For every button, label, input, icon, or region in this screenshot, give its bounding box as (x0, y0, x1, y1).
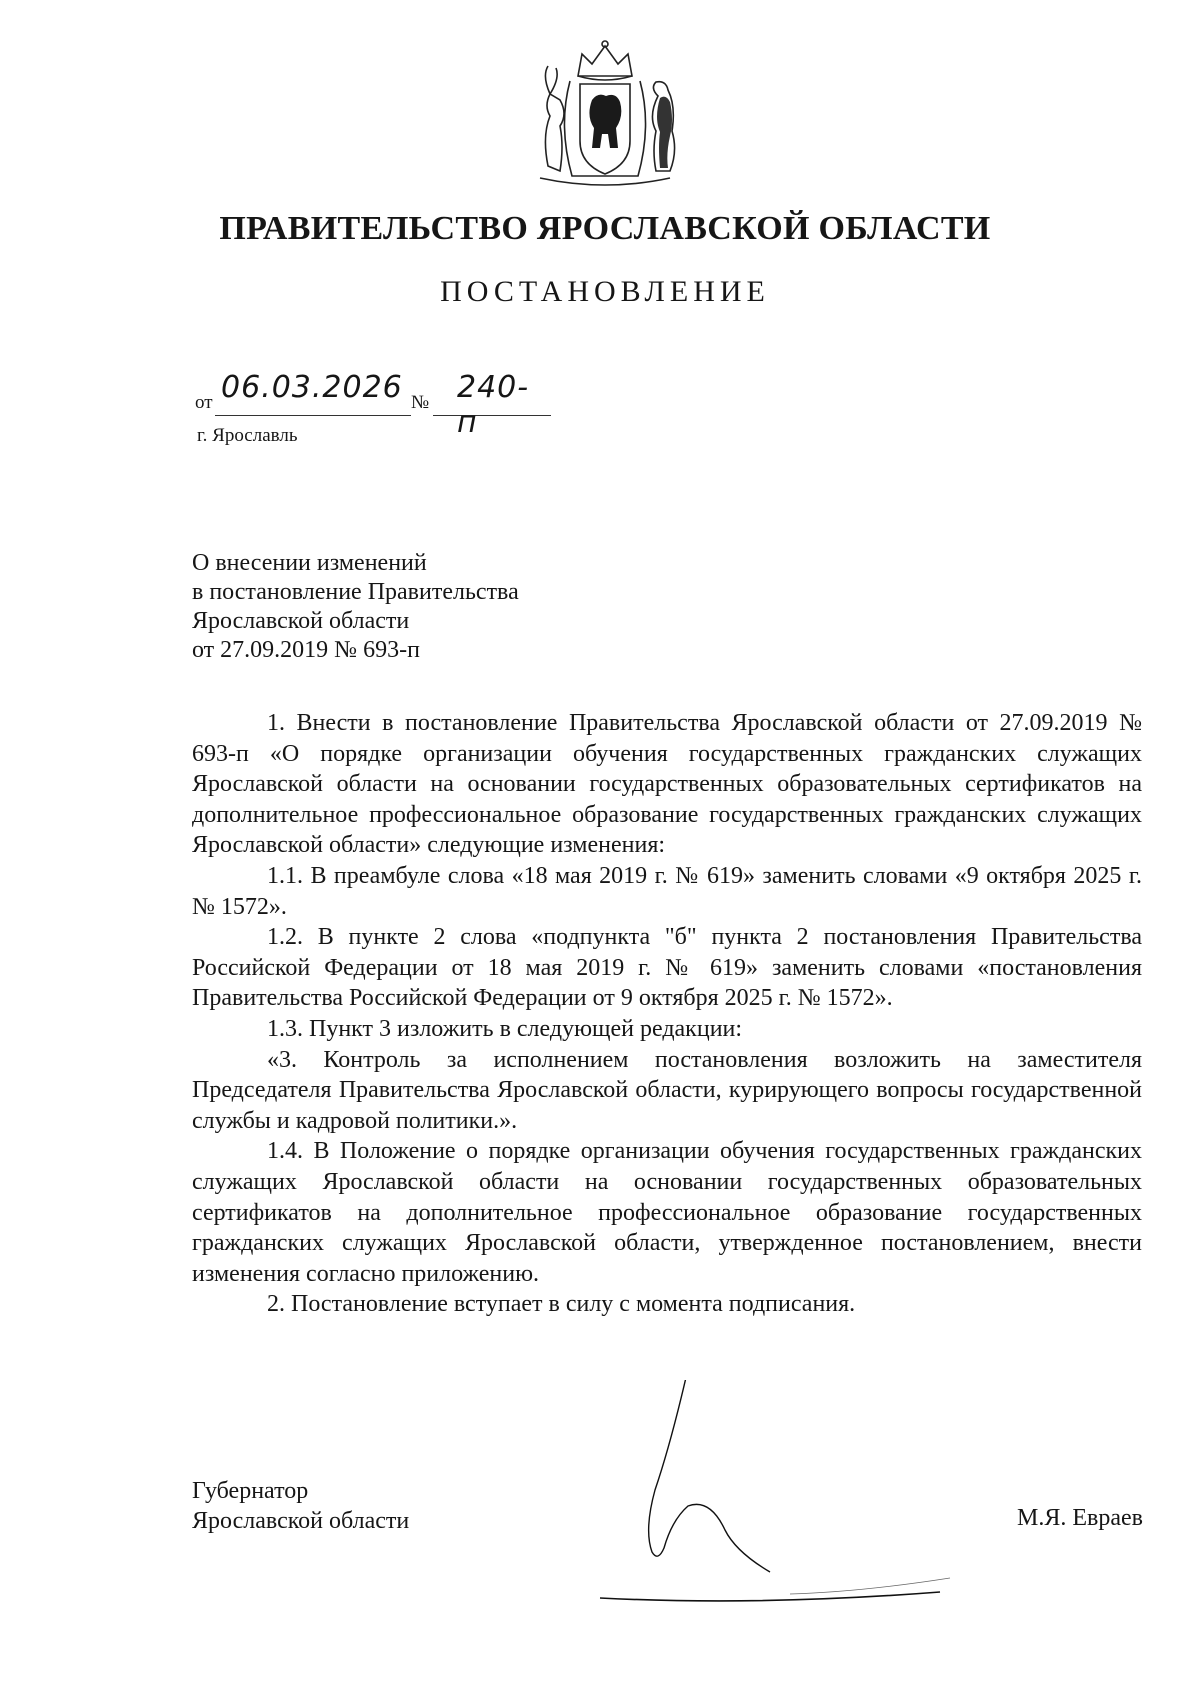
signatory-name: М.Я. Евраев (1017, 1505, 1143, 1531)
paragraph-1-2: 1.2. В пункте 2 слова «подпункта "б" пункта 2 постановления Правительства Российской Федерации от 18 мая 2019 г. № 619» заменить словами «постановления Правительства Российской Федерации от 9 октября 2025 г. № 1572». (192, 924, 1142, 1012)
signatory-position (192, 1476, 409, 1536)
number-label: № (411, 392, 430, 413)
handwritten-signature-icon (560, 1380, 960, 1610)
organization-title: ПРАВИТЕЛЬСТВО ЯРОСЛАВСКОЙ ОБЛАСТИ (219, 210, 991, 247)
paragraph-2: 2. Постановление вступает в силу с момента подписания. (267, 1291, 856, 1318)
document-type: ПОСТАНОВЛЕНИЕ (440, 275, 770, 308)
date-underline (215, 415, 411, 416)
paragraph-1: 1. Внести в постановление Правительства Ярославской области от 27.09.2019 № 693-п «О порядке организации обучения государственных гражданских служащих Ярославской области на основании государственных образовательных сертификатов на дополнительное профессиональное образование государственных гражданских служащих Ярославской области» следующие изменения: (192, 710, 1142, 859)
subject-line: О внесении изменений (192, 550, 427, 576)
number-value: 240-п (457, 370, 530, 440)
document-body (192, 708, 1142, 1320)
subject-line: Ярославской области (192, 608, 410, 634)
coat-of-arms-icon (520, 36, 690, 196)
paragraph-1-3: 1.3. Пункт 3 изложить в следующей редакции: (267, 1015, 743, 1042)
paragraph-1-4: 1.4. В Положение о порядке организации обучения государственных гражданских служащих Ярославской области на основании государственных образовательных сертификатов на дополнительное профессиональное образование государственных гражданских служащих Ярославской области, утвержденное постановлением, внести изменения согласно приложению. (192, 1138, 1142, 1287)
paragraph-1-3-text: «3. Контроль за исполнением постановления возложить на заместителя Председателя Правительства Ярославской области, курирующего вопросы государственной службы и кадровой политики.». (192, 1046, 1142, 1134)
date-value: 06.03.2026 (221, 370, 403, 405)
city: г. Ярославль (197, 425, 298, 446)
position-line: Ярославской области (192, 1508, 410, 1534)
subject-line: в постановление Правительства (192, 579, 519, 605)
document-subject (192, 549, 519, 665)
date-label: от (195, 392, 213, 413)
subject-line: от 27.09.2019 № 693-п (192, 637, 420, 663)
paragraph-1-1: 1.1. В преамбуле слова «18 мая 2019 г. № 619» заменить словами «9 октября 2025 г. № 1572». (192, 862, 1142, 920)
position-line: Губернатор (192, 1478, 309, 1504)
